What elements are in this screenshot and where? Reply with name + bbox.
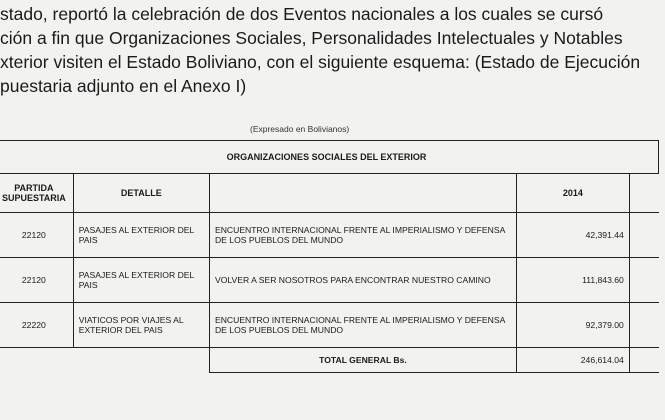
cell-extra <box>629 258 658 303</box>
budget-table <box>0 140 659 373</box>
cell-monto: 42,391.44 <box>516 213 629 258</box>
cell-partida: 22120 <box>0 213 73 258</box>
table-total-row <box>0 348 659 373</box>
table-row <box>0 303 659 348</box>
paragraph-line: ción a fin que Organizaciones Sociales, Personalidades Intelectuales y Notables <box>0 28 623 48</box>
header-detalle: DETALLE <box>73 174 209 213</box>
total-spacer <box>0 348 209 373</box>
table-row <box>0 258 659 303</box>
body-paragraph <box>0 2 665 98</box>
header-year: 2014 <box>516 174 629 213</box>
table-title: ORGANIZACIONES SOCIALES DEL EXTERIOR <box>0 141 659 174</box>
cell-monto: 92,379.00 <box>516 303 629 348</box>
paragraph-line: puestaria adjunto en el Anexo I) <box>0 76 247 96</box>
cell-detalle: VIATICOS POR VIAJES AL EXTERIOR DEL PAIS <box>73 303 209 348</box>
cell-evento: ENCUENTRO INTERNACIONAL FRENTE AL IMPERIALISMO Y DEFENSA DE LOS PUEBLOS DEL MUNDO <box>209 303 516 348</box>
cell-extra <box>629 213 658 258</box>
cell-evento: VOLVER A SER NOSOTROS PARA ENCONTRAR NUESTRO CAMINO <box>209 258 516 303</box>
header-partida <box>0 174 73 213</box>
cell-partida: 22220 <box>0 303 73 348</box>
table-row <box>0 213 659 258</box>
table-header-row <box>0 174 659 213</box>
table-caption: (Expresado en Bolivianos) <box>250 124 350 134</box>
paragraph-line: xterior visiten el Estado Boliviano, con el siguiente esquema: (Estado de Ejecución <box>0 52 641 72</box>
total-value: 246,614.04 <box>516 348 629 373</box>
cell-detalle: PASAJES AL EXTERIOR DEL PAIS <box>73 213 209 258</box>
paragraph-line: stado, reportó la celebración de dos Eventos nacionales a los cuales se cursó <box>0 4 604 24</box>
header-evento <box>209 174 516 213</box>
header-partida-line2: SUPUESTARIA <box>1 193 66 203</box>
cell-monto: 111,843.60 <box>516 258 629 303</box>
cell-partida: 22120 <box>0 258 73 303</box>
cell-extra <box>629 303 658 348</box>
cell-evento: ENCUENTRO INTERNACIONAL FRENTE AL IMPERIALISMO Y DEFENSA DE LOS PUEBLOS DEL MUNDO <box>209 213 516 258</box>
header-partida-line1: PARTIDA <box>14 183 54 193</box>
cell-detalle: PASAJES AL EXTERIOR DEL PAIS <box>73 258 209 303</box>
total-extra <box>629 348 658 373</box>
total-label: TOTAL GENERAL Bs. <box>209 348 516 373</box>
header-extra <box>629 174 658 213</box>
table-title-row <box>0 141 659 174</box>
